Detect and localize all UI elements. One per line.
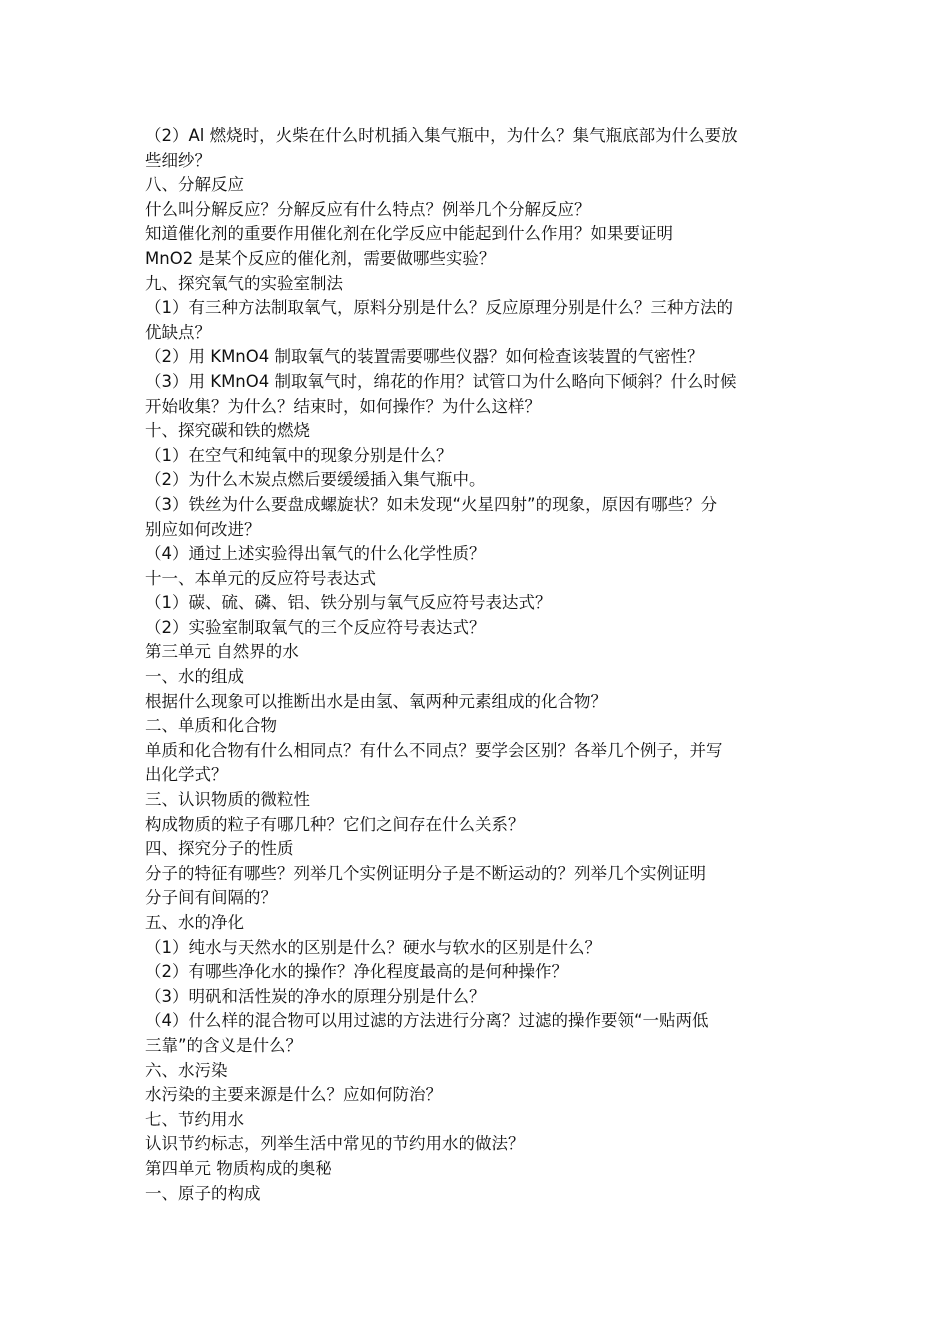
text-line: （2）实验室制取氧气的三个反应符号表达式？ [145,617,486,637]
unit-heading: 第四单元 物质构成的奥秘 [145,1158,332,1178]
text-line: （2）为什么木炭点燃后要缓缓插入集气瓶中。 [145,470,486,490]
section-heading: 二、单质和化合物 [145,716,277,736]
text-line: 些细纱？ [145,150,211,170]
section-heading: 一、原子的构成 [145,1183,261,1203]
text-line: （2）有哪些净化水的操作？净化程度最高的是何种操作？ [145,962,568,982]
section-heading: 四、探究分子的性质 [145,839,294,859]
section-heading: 三、认识物质的微粒性 [145,790,310,810]
text-line: （3）明矾和活性炭的净水的原理分别是什么？ [145,986,486,1006]
section-heading: 十、探究碳和铁的燃烧 [145,421,310,441]
text-line: 构成物质的粒子有哪几种？它们之间存在什么关系？ [145,814,525,834]
text-line: 分子的特征有哪些？列举几个实例证明分子是不断运动的？列举几个实例证明 [145,863,706,883]
text-line: 单质和化合物有什么相同点？有什么不同点？要学会区别？各举几个例子，并写 [145,740,723,760]
text-line: （1）纯水与天然水的区别是什么？硬水与软水的区别是什么？ [145,937,601,957]
section-heading: 一、水的组成 [145,667,244,687]
text-line: （3）铁丝为什么要盘成螺旋状？如未发现“火星四射”的现象，原因有哪些？分 [145,494,718,514]
text-line: 什么叫分解反应？分解反应有什么特点？例举几个分解反应？ [145,199,591,219]
section-heading: 六、水污染 [145,1060,228,1080]
section-heading: 十一、本单元的反应符号表达式 [145,568,376,588]
text-line: （4）通过上述实验得出氧气的什么化学性质？ [145,544,486,564]
text-line: 认识节约标志，列举生活中常见的节约用水的做法？ [145,1134,525,1154]
text-line: 分子间有间隔的？ [145,888,277,908]
text-line: （4）什么样的混合物可以用过滤的方法进行分离？过滤的操作要领“一贴两低 [145,1011,709,1031]
text-line: 知道催化剂的重要作用催化剂在化学反应中能起到什么作用？如果要证明 [145,224,673,244]
text-line: （2）Al 燃烧时，火柴在什么时机插入集气瓶中，为什么？集气瓶底部为什么要放 [145,126,738,145]
text-line: 三靠”的含义是什么？ [145,1035,303,1055]
section-heading: 八、分解反应 [145,175,244,195]
text-line: （3）用 KMnO4 制取氧气时，绵花的作用？试管口为什么略向下倾斜？什么时候 [145,371,737,391]
text-line: 开始收集？为什么？结束时，如何操作？为什么这样？ [145,396,541,416]
text-line: 水污染的主要来源是什么？应如何防治？ [145,1085,442,1105]
text-line: 根据什么现象可以推断出水是由氢、氧两种元素组成的化合物？ [145,691,607,711]
unit-heading: 第三单元 自然界的水 [145,642,299,662]
text-line: 别应如何改进？ [145,519,261,539]
text-line: MnO2 是某个反应的催化剂，需要做哪些实验？ [145,248,496,268]
text-line: 优缺点？ [145,322,211,342]
text-line: 出化学式？ [145,765,228,785]
section-heading: 九、探究氧气的实验室制法 [145,273,343,293]
section-heading: 五、水的净化 [145,913,244,932]
section-heading: 七、节约用水 [145,1109,244,1129]
text-line: （1）碳、硫、磷、铝、铁分别与氧气反应符号表达式？ [145,593,552,613]
document-body [145,124,810,1206]
text-line: （2）用 KMnO4 制取氧气的装置需要哪些仪器？如何检查该装置的气密性？ [145,347,704,367]
text-line: （1）有三种方法制取氧气，原料分别是什么？反应原理分别是什么？三种方法的 [145,298,733,318]
text-line: （1）在空气和纯氧中的现象分别是什么？ [145,445,453,465]
